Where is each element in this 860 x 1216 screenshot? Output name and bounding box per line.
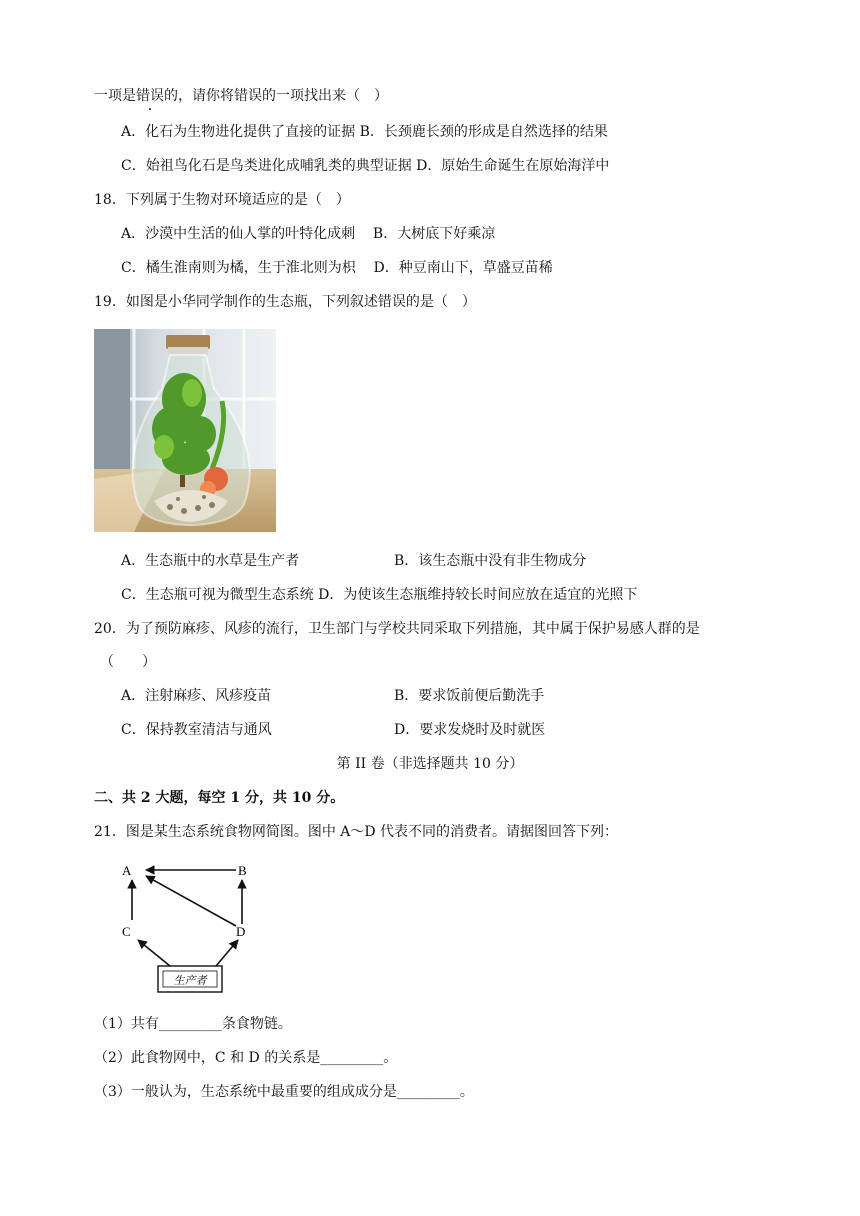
q17-option-c-text: C．始祖鸟化石是鸟类进化成哺乳类的典型证据 <box>121 158 412 174</box>
q17-option-b-text: B．长颈鹿长颈的形成是自然选择的结果 <box>359 124 608 140</box>
food-web-diagram <box>118 858 268 998</box>
q20-option-d: D．要求发烧时及时就医 <box>394 722 546 738</box>
q18-option-b-text: B．大树底下好乘凉 <box>372 226 496 242</box>
q18-option-a <box>121 224 495 244</box>
q19-option-d-text: D．为使该生态瓶维持较长时间应放在适宜的光照下 <box>318 587 638 603</box>
q17-stem-suffix: 的，请你将错误的一项找出来（ ） <box>164 88 388 104</box>
q20-answer-paren: （ ） <box>100 654 156 670</box>
q20-option-b: B．要求饭前便后勤洗手 <box>394 688 545 704</box>
q20-option-c: C．保持教室清洁与通风 <box>121 722 272 738</box>
q21-sub3: （3）一般认为，生态系统中最重要的组成成分是_________。 <box>94 1084 474 1100</box>
q19-option-a: A．生态瓶中的水草是生产者 <box>121 553 300 569</box>
q17-option-d-text: D．原始生命诞生在原始海洋中 <box>416 158 610 174</box>
q20-option-a: A．注射麻疹、风疹疫苗 <box>121 688 272 704</box>
q21-sub1: （1）共有_________条食物链。 <box>94 1016 292 1032</box>
producer-label: 生产者 <box>173 974 207 987</box>
q18-option-d-text: D．种豆南山下，草盛豆苗稀 <box>373 260 553 276</box>
node-b-label: B <box>238 863 247 878</box>
q18-option-c <box>121 258 553 278</box>
section-2-heading: 二、共 2 大题，每空 1 分，共 10 分。 <box>94 790 345 806</box>
node-a-label: A <box>122 863 132 878</box>
q18-stem: 18．下列属于生物对环境适应的是（ ） <box>94 192 350 208</box>
q18-option-a-text: A．沙漠中生活的仙人掌的叶特化成刺 <box>121 226 356 242</box>
q17-stem-marked: 错误 <box>136 88 164 104</box>
q17-option-a-text: A．化石为生物进化提供了直接的证据 <box>121 124 356 140</box>
q19-option-b: B．该生态瓶中没有非生物成分 <box>394 553 587 569</box>
q17-option-c <box>121 156 609 176</box>
q20-stem: 20．为了预防麻疹、风疹的流行，卫生部门与学校共同采取下列措施，其中属于保护易感人群的是 <box>94 621 700 637</box>
node-c-label: C <box>122 924 131 939</box>
q17-stem-prefix: 一项是 <box>94 88 136 104</box>
section-2-title: 第 II 卷（非选择题共 10 分） <box>336 756 524 772</box>
q21-stem: 21．图是某生态系统食物网简图。图中 A～D 代表不同的消费者。请据图回答下列： <box>94 824 619 840</box>
q17-stem <box>94 86 388 106</box>
ecological-bottle-photo <box>94 329 276 532</box>
q17-option-a <box>121 122 608 142</box>
q19-option-c-text: C．生态瓶可视为微型生态系统 <box>121 587 314 603</box>
q19-option-c <box>121 585 637 605</box>
q18-option-c-text: C．橘生淮南则为橘，生于淮北则为枳 <box>121 260 356 276</box>
q21-sub2: （2）此食物网中，C 和 D 的关系是_________。 <box>94 1050 398 1066</box>
node-d-label: D <box>236 924 246 939</box>
q19-stem: 19．如图是小华同学制作的生态瓶，下列叙述错误的是（ ） <box>94 294 476 310</box>
